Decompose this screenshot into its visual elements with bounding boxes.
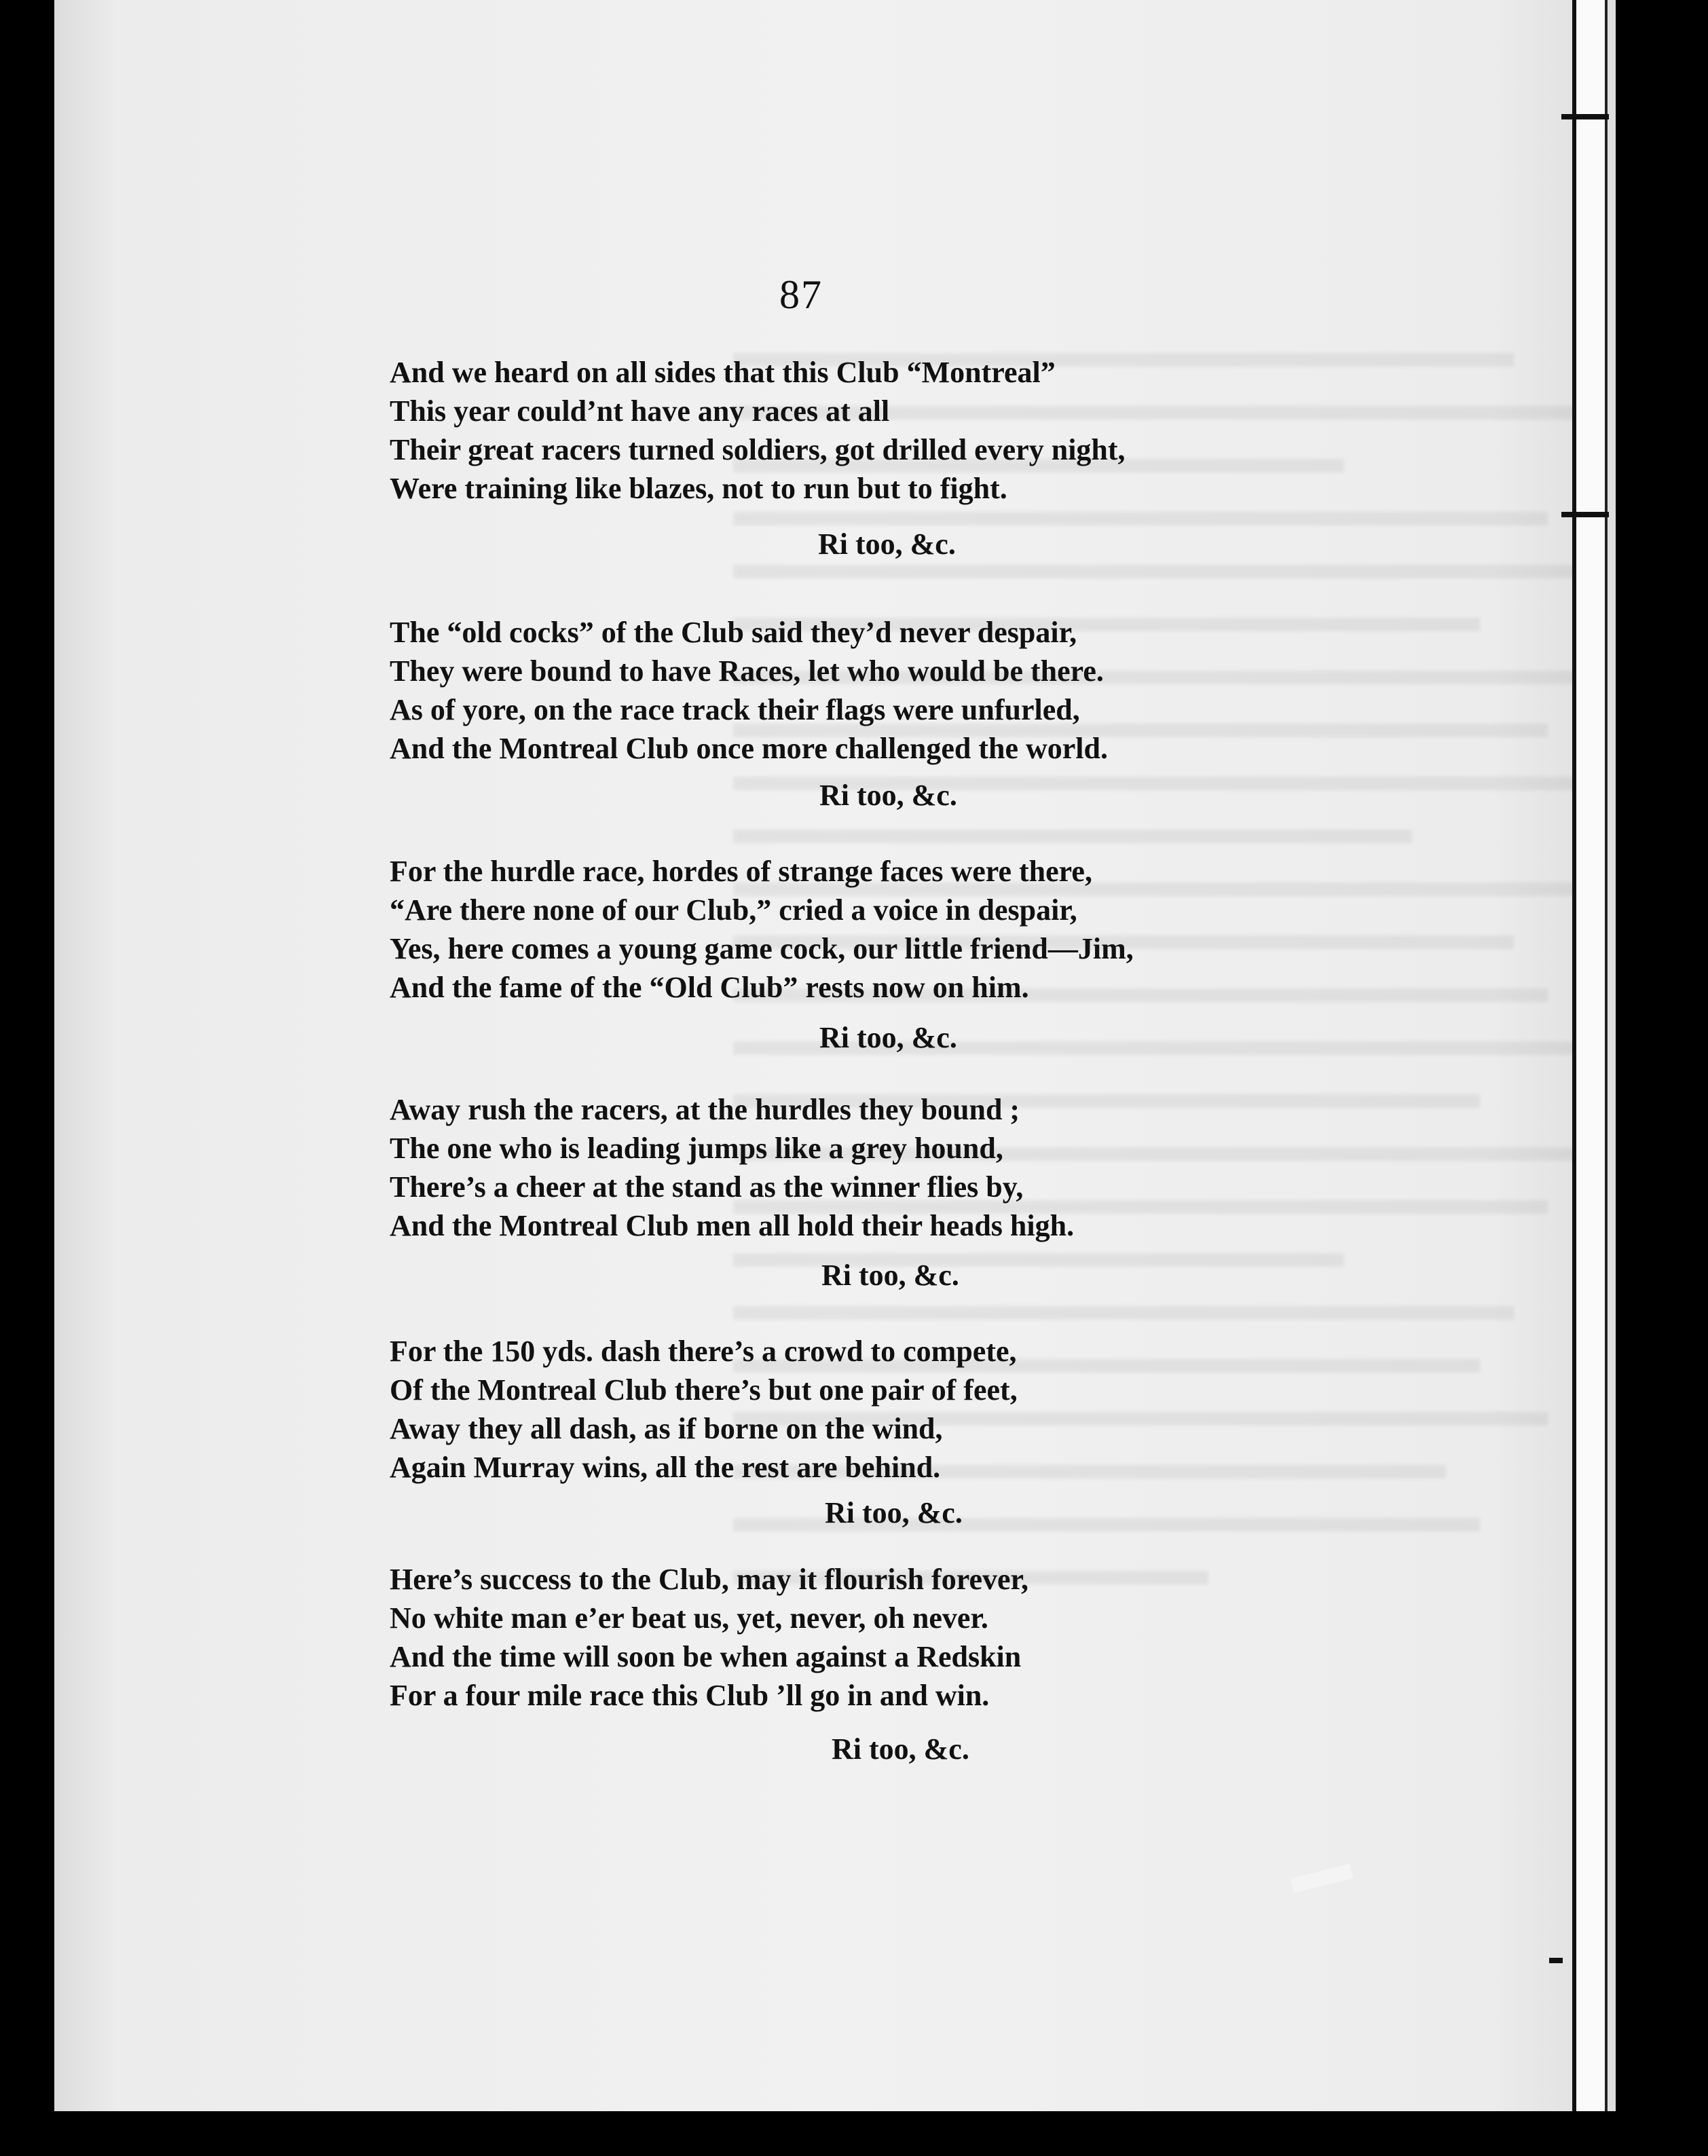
book-spine-gutter [1572, 0, 1608, 2111]
verse-line: Again Murray wins, all the rest are behind. [390, 1451, 941, 1484]
chorus-refrain: Ri too, &c. [819, 1021, 957, 1054]
stanza-5 [390, 1332, 1340, 1487]
verse-line: Yes, here comes a young game cock, our little friend—Jim, [390, 932, 1134, 965]
chorus-refrain: Ri too, &c. [818, 527, 956, 561]
verse-line: For a four mile race this Club ’ll go in and win. [390, 1679, 990, 1712]
verse-line: Away rush the racers, at the hurdles they bound ; [390, 1093, 1020, 1126]
verse-line: Away they all dash, as if borne on the wind, [390, 1412, 943, 1445]
gutter-mark [1561, 114, 1609, 119]
chorus-refrain: Ri too, &c. [825, 1496, 963, 1529]
scan-border [0, 2111, 1708, 2156]
gutter-mark [1549, 1958, 1563, 1963]
verse-line: And the Montreal Club men all hold their heads high. [390, 1209, 1075, 1242]
verse-line: “Are there none of our Club,” cried a voice in despair, [390, 893, 1077, 927]
verse-line: No white man e’er beat us, yet, never, oh never. [390, 1601, 988, 1635]
verse-line: Of the Montreal Club there’s but one pair of feet, [390, 1373, 1018, 1407]
chorus-refrain: Ri too, &c. [832, 1732, 969, 1766]
verse-line: There’s a cheer at the stand as the winner flies by, [390, 1170, 1024, 1204]
verse-line: For the hurdle race, hordes of strange faces were there, [390, 855, 1092, 888]
stanza-1 [390, 353, 1340, 508]
stanza-3 [390, 852, 1340, 1007]
verse-line: And the time will soon be when against a Redskin [390, 1640, 1022, 1673]
chorus-refrain: Ri too, &c. [821, 1259, 959, 1292]
stanza-4 [390, 1090, 1340, 1245]
stanza-6 [390, 1560, 1340, 1715]
chorus-refrain: Ri too, &c. [819, 779, 957, 812]
verse-line: And we heard on all sides that this Club “Montreal” [390, 356, 1056, 389]
verse-line: Here’s success to the Club, may it flourish forever, [390, 1563, 1028, 1596]
verse-line: Were training like blazes, not to run but to fight. [390, 472, 1007, 505]
page-number: 87 [779, 272, 823, 317]
verse-line: The “old cocks” of the Club said they’d never despair, [390, 616, 1077, 649]
stanza-2 [390, 613, 1340, 768]
verse-line: Their great racers turned soldiers, got drilled every night, [390, 433, 1126, 466]
verse-line: And the fame of the “Old Club” rests now on him. [390, 971, 1029, 1004]
verse-line: This year could’nt have any races at all [390, 394, 890, 428]
book-page [54, 0, 1616, 2111]
scan-highlight [1291, 1863, 1354, 1893]
verse-line: The one who is leading jumps like a grey hound, [390, 1132, 1003, 1165]
verse-line: For the 150 yds. dash there’s a crowd to compete, [390, 1335, 1017, 1368]
gutter-mark [1561, 512, 1609, 517]
verse-line: They were bound to have Races, let who would be there. [390, 654, 1104, 688]
verse-line: As of yore, on the race track their flags were unfurled, [390, 693, 1080, 726]
verse-line: And the Montreal Club once more challenged the world. [390, 732, 1108, 765]
